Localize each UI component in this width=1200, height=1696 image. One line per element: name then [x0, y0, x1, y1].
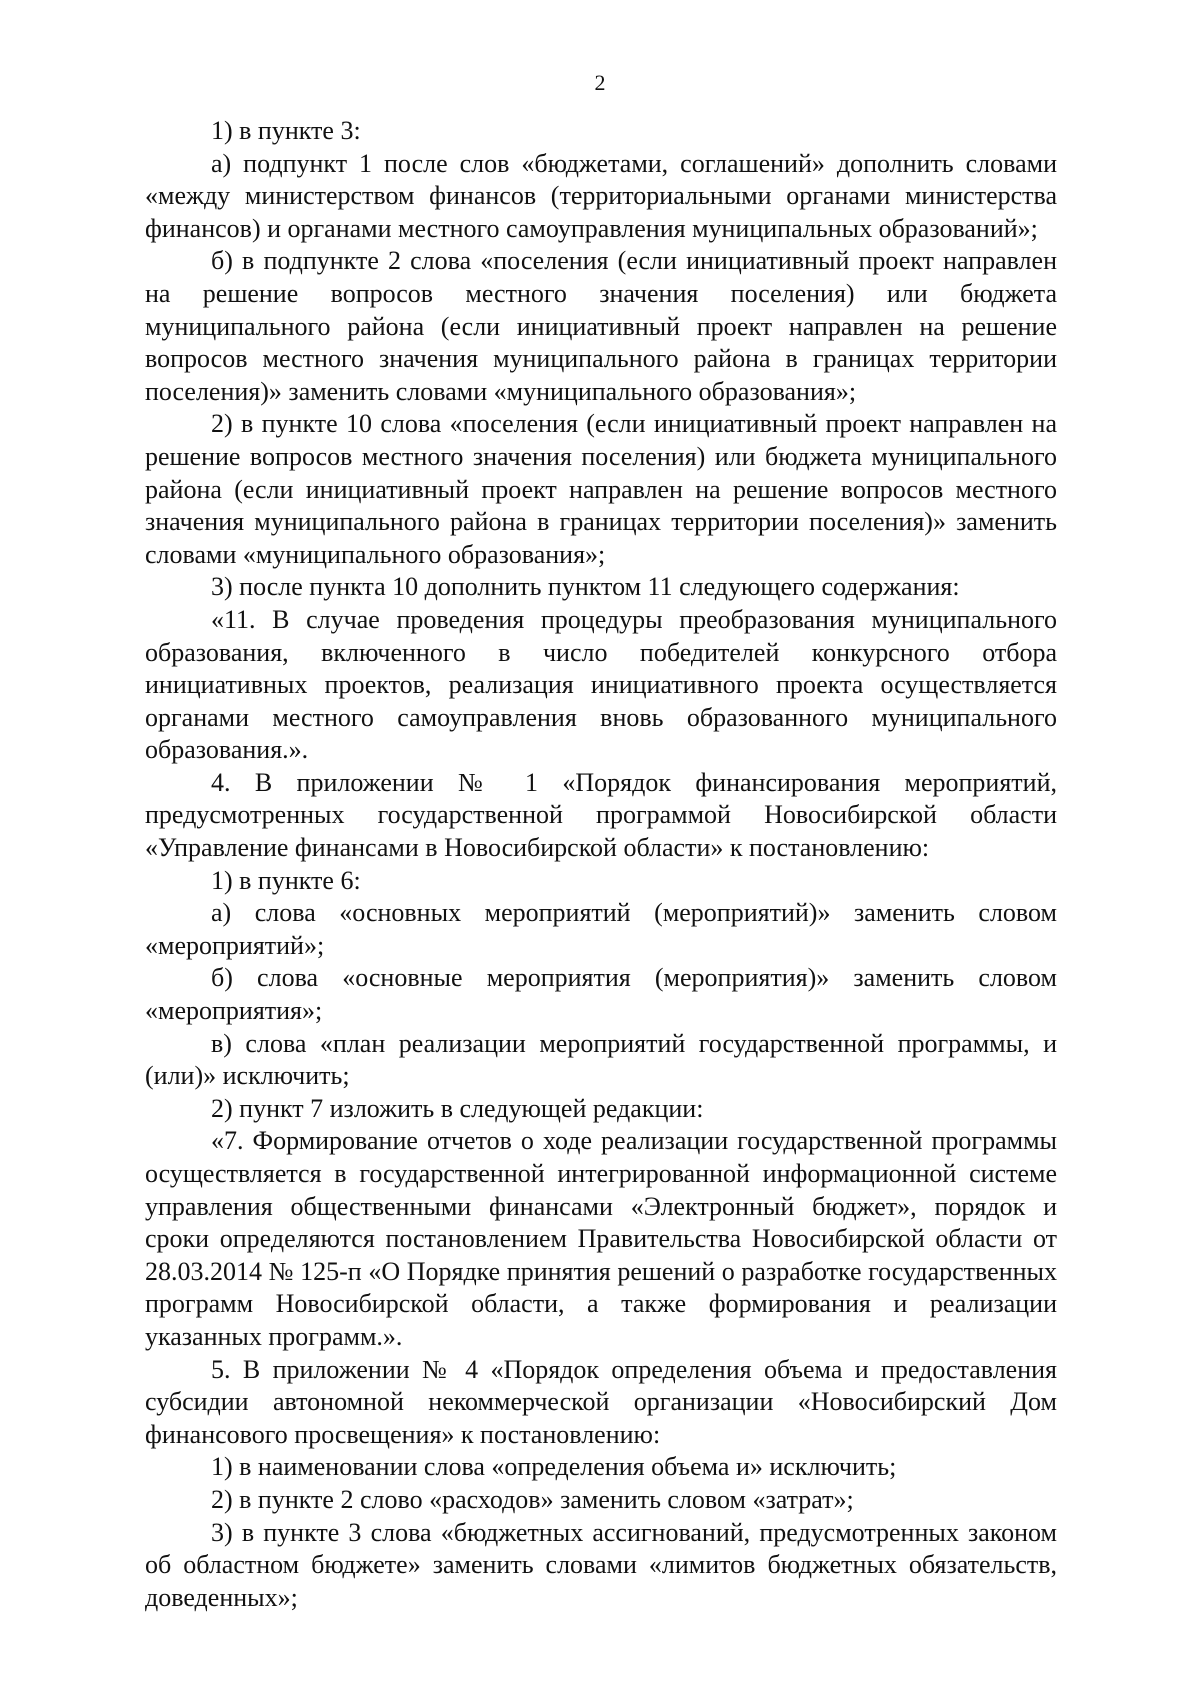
- paragraph-12: 2) пункт 7 изложить в следующей редакции:: [211, 1093, 704, 1123]
- paragraph-13: «7. Формирование отчетов о ходе реализации государственной программы осуществляется в государственной интегрированной информационной системе управления общественными финансами «Электронный бюджет», порядок и сроки определяются постановлением Правительства Новосибирской области от 28.03.2014 № 125-п «О Порядке принятия решений о разработке государственных программ Новосибирской области, а также формирования и реализации указанных программ.».: [145, 1126, 1057, 1351]
- paragraph-8: 1) в пункте 6:: [211, 865, 361, 895]
- paragraph-7: 4. В приложении № 1 «Порядок финансирования мероприятий, предусмотренных государственной программой Новосибирской области «Управление финансами в Новосибирской области» к постановлению:: [145, 767, 1057, 863]
- paragraph-2: а) подпункт 1 после слов «бюджетами, соглашений» дополнить словами «между министерством финансов (территориальными органами министерства финансов) и органами местного самоуправления муниципальных образований»;: [145, 148, 1057, 243]
- paragraph-6: «11. В случае проведения процедуры преобразования муниципального образования, включенного в число победителей конкурсного отбора инициативных проектов, реализация инициативного проекта осуществляется органами местного самоуправления вновь образованного муниципального образования.».: [145, 604, 1057, 765]
- paragraph-5: 3) после пункта 10 дополнить пунктом 11 следующего содержания:: [211, 572, 960, 602]
- paragraph-14: 5. В приложении № 4 «Порядок определения объема и предоставления субсидии автономной некоммерческой организации «Новосибирский Дом финансового просвещения» к постановлению:: [145, 1354, 1057, 1449]
- paragraph-17: 3) в пункте 3 слова «бюджетных ассигнований, предусмотренных законом об областном бюджете» заменить словами «лимитов бюджетных обязательств, доведенных»;: [145, 1517, 1057, 1612]
- paragraph-11: в) слова «план реализации мероприятий государственной программы, и (или)» исключить;: [145, 1028, 1057, 1091]
- paragraph-1: 1) в пункте 3:: [211, 116, 361, 145]
- paragraph-16: 2) в пункте 2 слово «расходов» заменить словом «затрат»;: [211, 1484, 854, 1514]
- page-number: 2: [594, 70, 606, 95]
- document-body: [145, 115, 1057, 1614]
- paragraph-15: 1) в наименовании слова «определения объема и» исключить;: [211, 1452, 897, 1482]
- paragraph-10: б) слова «основные мероприятия (мероприятия)» заменить словом «мероприятия»;: [145, 963, 1057, 1026]
- paragraph-9: а) слова «основных мероприятий (мероприятий)» заменить словом «мероприятий»;: [145, 898, 1057, 960]
- paragraph-3: б) в подпункте 2 слова «поселения (если инициативный проект направлен на решение вопросов местного значения поселения) или бюджета муниципального района (если инициативный проект направлен на решение вопросов местного значения муниципального района в границах территории поселения)» заменить словами «муниципального образования»;: [145, 246, 1057, 406]
- paragraph-4: 2) в пункте 10 слова «поселения (если инициативный проект направлен на решение вопросов местного значения поселения) или бюджета муниципального района (если инициативный проект направлен на решение вопросов местного значения муниципального района в границах территории поселения)» заменить словами «муниципального образования»;: [145, 409, 1057, 569]
